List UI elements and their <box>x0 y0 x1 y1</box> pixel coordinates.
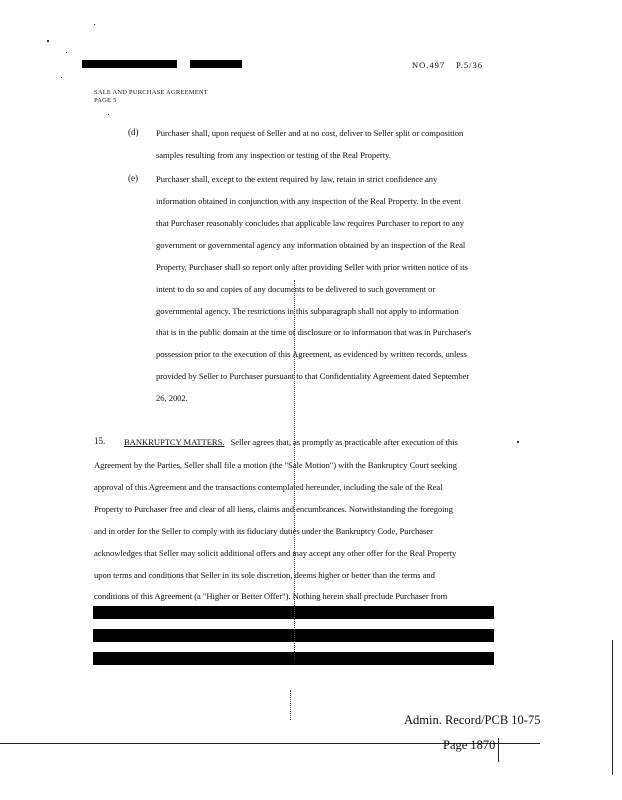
item-e-line: information obtained in conjunction with any inspection of the Real Property. In the event <box>156 196 461 206</box>
section-15-line: acknowledges that Seller may solicit additional offers and may accept any other offer for the Real Property <box>94 548 457 558</box>
fax-page: P.5/36 <box>456 60 484 70</box>
item-e-line: that Purchaser reasonably concludes that applicable law requires Purchaser to report to any <box>156 218 465 228</box>
redaction-bar-top-left <box>82 60 177 68</box>
item-d-label: (d) <box>128 127 139 137</box>
scan-speck <box>61 77 62 78</box>
item-d-line: samples resulting from any inspection or testing of the Real Property. <box>156 150 391 160</box>
fold-line-artifact <box>290 690 292 720</box>
item-e-line: that is in the public domain at the time of disclosure or to information that was in Purchaser's <box>156 327 471 337</box>
item-e-line: provided by Seller to Purchaser pursuant to that Confidentiality Agreement dated September <box>156 371 470 381</box>
scan-speck <box>66 52 67 53</box>
item-e-line: government or governmental agency any information obtained by an inspection of the Real <box>156 240 466 250</box>
fax-number: NO.497 <box>412 60 446 70</box>
item-e-line: governmental agency. The restrictions in this subparagraph shall not apply to information <box>156 306 459 316</box>
admin-record-stamp: Admin. Record/PCB 10-75 <box>404 713 541 727</box>
item-e-line: Purchaser shall, except to the extent required by law, retain in strict confidence any <box>156 174 438 184</box>
item-d-line: Purchaser shall, upon request of Seller and at no cost, deliver to Seller split or composition <box>156 128 464 138</box>
document-page-label: PAGE 5 <box>94 97 117 104</box>
item-e-line: possession prior to the execution of this Agreement, as evidenced by written records, unless <box>156 349 467 359</box>
redaction-bar-top-right <box>190 60 242 68</box>
fold-line-artifact <box>294 280 296 660</box>
section-15-line: Agreement by the Parties, Seller shall file a motion (the "Sale Motion") with the Bankruptcy Court seeking <box>94 460 457 470</box>
right-edge-rule <box>612 640 613 775</box>
document-title: SALE AND PURCHASE AGREEMENT <box>94 89 208 96</box>
section-15-number: 15. <box>94 436 106 446</box>
scan-speck <box>517 441 519 443</box>
item-e-line: intent to do so and copies of any documents to be delivered to such government or <box>156 284 436 294</box>
item-e-label: (e) <box>128 173 138 183</box>
item-e-line: Property, Purchaser shall so report only after providing Seller with prior written notice of its <box>156 262 468 272</box>
item-e-line: 26, 2002. <box>156 393 188 403</box>
section-15-line: and in order for the Seller to comply with its fiduciary duties under the Bankruptcy Code, Purchaser <box>94 526 433 536</box>
section-15-line: Property to Purchaser free and clear of all liens, claims and encumbrances. Notwithstanding the foregoing <box>94 504 453 514</box>
section-15-first-line: Seller agrees that, as promptly as practicable after execution of this <box>230 437 458 447</box>
scan-speck <box>108 114 109 115</box>
section-15-line: conditions of this Agreement (a "Higher or Better Offer"). Nothing herein shall preclude Purchaser from <box>94 591 448 601</box>
footer-tick <box>498 738 499 762</box>
section-15-line: upon terms and conditions that Seller in its sole discretion, deems higher or better than the terms and <box>94 570 435 580</box>
section-15-heading: BANKRUPTCY MATTERS. <box>124 437 225 447</box>
page-stamp: Page 1870 <box>443 738 496 752</box>
scan-speck <box>94 24 95 25</box>
section-15-heading-line <box>124 437 458 447</box>
section-15-line: approval of this Agreement and the transactions contemplated hereunder, including the sale of the Real <box>94 482 443 492</box>
scan-speck <box>47 40 49 42</box>
